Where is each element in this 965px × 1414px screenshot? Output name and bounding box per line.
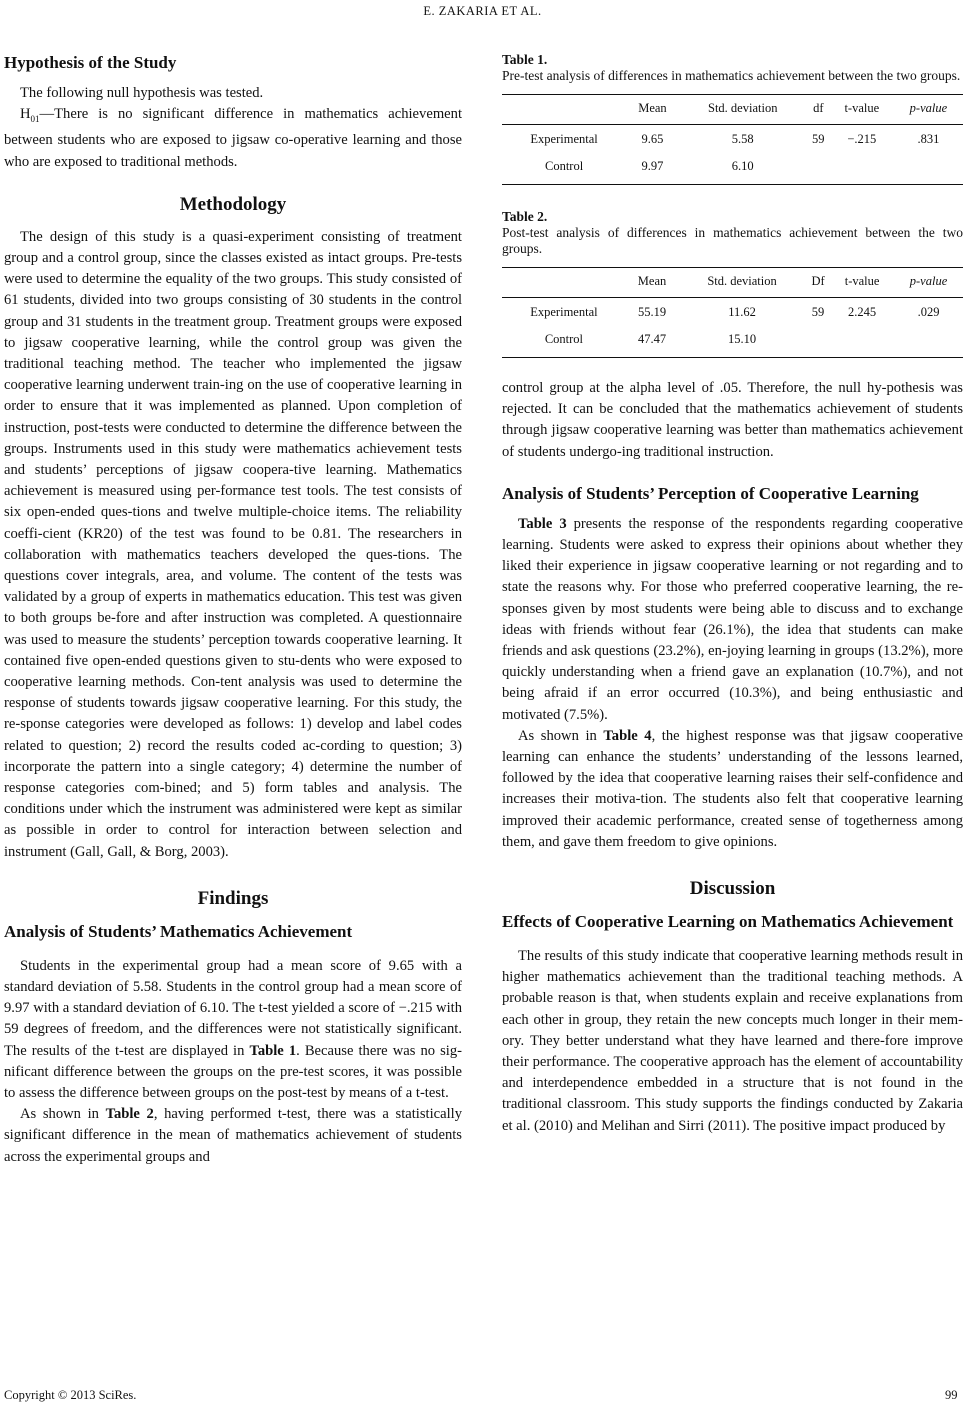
table-cell: 55.19 bbox=[637, 305, 667, 319]
achievement-paragraph-2 bbox=[4, 1104, 462, 1168]
table-2-header-row bbox=[502, 268, 963, 298]
table-cell: 59 bbox=[811, 305, 825, 319]
table-cell bbox=[830, 152, 894, 185]
achievement-paragraph-1 bbox=[4, 956, 462, 1104]
hypothesis-label: H bbox=[20, 106, 31, 123]
effects-heading: Effects of Cooperative Learning on Mathematics Achievement bbox=[502, 912, 954, 932]
hypothesis-heading: Hypothesis of the Study bbox=[4, 53, 177, 72]
left-column bbox=[4, 52, 462, 1168]
methodology-heading: Methodology bbox=[179, 193, 287, 215]
perception-paragraph-2 bbox=[502, 726, 963, 853]
table-1 bbox=[502, 94, 963, 185]
table-cell bbox=[806, 325, 830, 358]
running-head: E. ZAKARIA ET AL. bbox=[423, 4, 542, 18]
text-run: presents the response of the respondents regarding cooperative learning. Students were asked to express their opinions about whether they liked their experience in jigsaw cooperative learning or not regarding and to state the reasons why. For those who preferred cooperative learning, the re-sponses given by most students were being able to discuss and to exchange ideas with friends without fear (26.1%), the idea that students can make friends and ask questions (23.2%), en-joying learning in groups (13.2%), more quickly understanding when a friend gave an explanation (10.7%), and not being afraid if an error occurred (10.3%), and being enthusiastic and motivated (7.5%). bbox=[502, 515, 963, 723]
table-header-cell bbox=[502, 268, 626, 298]
text-run: , the highest response was that jigsaw cooperative learning can enhance the students’ understanding of the lessons learned, followed by the idea that cooperative learning raises their self-confidence and increases their motiva-tion. The students also felt that cooperative learning improved their academic performance, created sense of togetherness among them, and gave them freedom to give opinions. bbox=[502, 727, 964, 850]
table-cell bbox=[830, 325, 894, 358]
table-4-reference: Table 4 bbox=[603, 727, 652, 744]
table-cell: 6.10 bbox=[679, 152, 807, 185]
text-run: As shown in bbox=[518, 727, 604, 744]
table-header-cell: Std. deviation bbox=[679, 95, 807, 125]
achievement-heading: Analysis of Students’ Mathematics Achievement bbox=[4, 921, 353, 941]
table-row bbox=[502, 325, 963, 358]
table-2-caption bbox=[502, 209, 963, 257]
table-cell: 59 bbox=[812, 132, 825, 146]
perception-heading: Analysis of Students’ Perception of Cooperative Learning bbox=[502, 483, 919, 503]
table-cell: Control bbox=[502, 325, 626, 358]
table-header-cell: Df bbox=[806, 268, 830, 298]
page-number: 99 bbox=[945, 1388, 958, 1402]
right-column bbox=[502, 52, 963, 1137]
discussion-heading: Discussion bbox=[689, 878, 776, 900]
table-cell bbox=[807, 152, 830, 185]
table-header-cell: p-value bbox=[894, 268, 963, 298]
table-1-label: Table 1. bbox=[502, 52, 548, 67]
hypothesis-subscript: 01 bbox=[30, 114, 40, 125]
table-cell: Control bbox=[502, 152, 626, 185]
table-cell bbox=[894, 152, 963, 185]
table-cell: .831 bbox=[917, 132, 940, 146]
table-2-reference: Table 2 bbox=[105, 1106, 154, 1123]
table-2 bbox=[502, 267, 963, 358]
table-cell: 2.245 bbox=[848, 305, 877, 319]
table-cell: 9.65 bbox=[641, 132, 664, 146]
text-run: . Because there was no sig-nificant difference between the groups on the pre-test scores, it was possible to assess the difference between groups on the post-test by means of a t-test. bbox=[4, 1042, 462, 1102]
table-2-caption-text: Post-test analysis of differences in mathematics achievement between the two groups. bbox=[502, 225, 963, 256]
table-row bbox=[502, 298, 963, 326]
table-cell: .029 bbox=[917, 305, 940, 319]
table-1-reference: Table 1 bbox=[249, 1042, 297, 1059]
table-cell: −.215 bbox=[847, 132, 877, 146]
table-1-caption bbox=[502, 52, 963, 84]
hypothesis-statement bbox=[4, 104, 462, 173]
table-cell: Experimental bbox=[530, 132, 598, 146]
effects-paragraph: The results of this study indicate that cooperative learning methods result in higher mathematics achievement than the traditional teaching methods. A probable reason is that, when students explain and receive explanations from each other in group, they retain the new concepts much longer in their mem-ory. They better understand what they have learned and there-fore improve their performance. The cooperative approach has the element of accountability and interdependence embedded in a structure that is not found in the traditional classroom. This study supports the findings conducted by Zakaria et al. (2010) and Melihan and Sirri (2011). The positive impact produced by bbox=[502, 948, 963, 1134]
methodology-paragraph: The design of this study is a quasi-experiment consisting of treatment group and a control group, since the classes existed as intact groups. Pre-tests were used to determine the equality of the two groups. This study consisted of 61 students, divided into two groups consisting of 30 students in the control group and 31 students in the treatment group. Treatment groups were exposed to jigsaw cooperative learning, while the control group was given the traditional teaching method. The teacher who implemented the jigsaw cooperative learning underwent train-ing on the use of cooperative learning in order to ensure that it was implemented as planned. Upon completion of instruction, post-tests were conducted to determine the difference between the groups. Instruments used in this study were mathematics achievement tests and students’ perceptions of jigsaw coopera-tive learning. Mathematics achievement is measured using per-formance test tools. The test consists of six open-ended ques-tions and twelve multiple-choice items. The reliability coeffi-cient (KR20) of the test was found to be 0.81. The researchers in collaboration with mathematics teachers developed the ques-tions. The questions cover integrals, area, and volume. The content of the tests was validated by a group of experts in mathematics education. This test was given to both groups be-fore and after instruction was completed. A questionnaire was used to measure the students’ perception towards cooperative learning. It contained five open-ended questions given to stu-dents who were exposed to cooperative learning methods. Con-tent analysis was used to determine the response of students towards jigsaw cooperative learning. For this study, the re-sponse categories were developed as follows: 1) develop and label codes related to question; 2) record the results coded ac-cording to question; 3) incorporate the pattern into a single category; 4) determine the number of response categories com-bined; and 5) form tables and analysis. The conditions under which the instrument was administered were kept as similar as possible in order to control for interaction between selection and instrument (Gall, Gall, & Borg, 2003). bbox=[4, 228, 462, 860]
table-header-cell: t-value bbox=[830, 268, 894, 298]
table-cell: 11.62 bbox=[728, 305, 756, 319]
table-cell: 9.97 bbox=[626, 152, 679, 185]
hypothesis-text: —There is no significant difference in mathematics achievement between students who are exposed to jigsaw co-operative learning and those who are exposed to traditional methods. bbox=[4, 106, 462, 170]
text-run: , having performed t-test, there was a statistically significant difference in the mean of mathematics achievement of students across the experimental groups and bbox=[4, 1106, 462, 1165]
hypothesis-intro: The following null hypothesis was tested. bbox=[20, 85, 264, 101]
findings-heading: Findings bbox=[197, 887, 269, 909]
table-header-cell: p-value bbox=[894, 95, 963, 125]
table-2-label: Table 2. bbox=[502, 209, 548, 224]
perception-paragraph-1 bbox=[502, 514, 963, 726]
table-row bbox=[502, 125, 963, 153]
table-header-cell: Mean bbox=[626, 95, 679, 125]
text-run: Students in the experimental group had a mean score of 9.65 with a standard deviation of 5.58. Students in the control group had a mean score of 9.97 with a standard deviation of 6.10. The t-test yielded a score of −.215 with 59 degrees of freedom, and the differences were not statistically significant. The results of the t-test are displayed in bbox=[4, 957, 462, 1059]
table-cell: 5.58 bbox=[731, 132, 754, 146]
table-header-cell: Mean bbox=[626, 268, 678, 298]
table-1-header-row bbox=[502, 95, 963, 125]
table-cell: 47.47 bbox=[626, 325, 678, 358]
table-3-reference: Table 3 bbox=[518, 515, 567, 532]
table-header-cell: df bbox=[807, 95, 830, 125]
table-row bbox=[502, 152, 963, 185]
table-1-caption-text: Pre-test analysis of differences in mathematics achievement between the two groups. bbox=[502, 68, 961, 83]
text-run: As shown in bbox=[20, 1106, 106, 1123]
table-header-cell: Std. deviation bbox=[678, 268, 806, 298]
continuation-paragraph: control group at the alpha level of .05. Therefore, the null hy-pothesis was rejected. It can be concluded that the mathematics achievement of students through jigsaw cooperative learning was better than mathematics achievement of students undergo-ing traditional instruction. bbox=[502, 380, 963, 460]
copyright-notice: Copyright © 2013 SciRes. bbox=[4, 1388, 137, 1402]
table-cell bbox=[894, 325, 963, 358]
table-header-cell bbox=[502, 95, 626, 125]
table-cell: Experimental bbox=[530, 305, 598, 319]
table-cell: 15.10 bbox=[678, 325, 806, 358]
table-header-cell: t-value bbox=[830, 95, 894, 125]
